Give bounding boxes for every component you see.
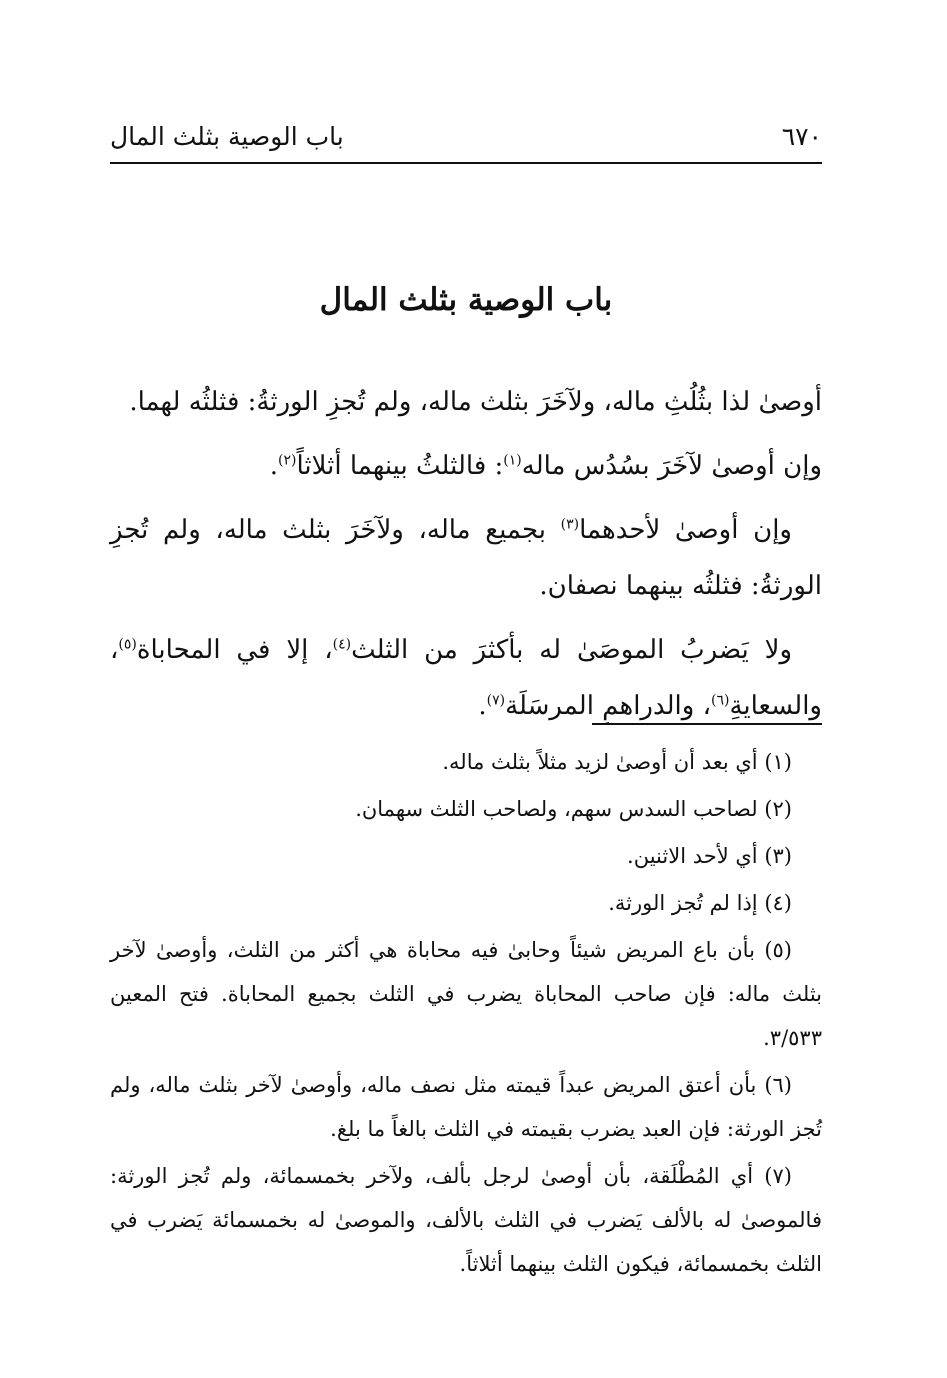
footnote-ref: (١) [503, 452, 522, 469]
footnote-ref: (٦) [710, 692, 730, 709]
footnote-ref: (٣) [560, 516, 580, 533]
footnotes [110, 740, 822, 1289]
footnote-6: (٦) بأن أعتق المريض عبداً قيمته مثل نصف ماله، وأوصىٰ لآخر بثلث ماله، ولم تُجز الورثة: فإن العبد يضرب بقيمته في الثلث بالغاً ما بلغ. [110, 1073, 822, 1141]
paragraph-3-end: بجميع ماله، ولآخَرَ بثلث ماله، ولم تُجزِ الورثةُ: فثلثُه بينهما نصفان. [110, 515, 822, 601]
paragraph-4-text: ولا يَضربُ الموصَىٰ له بأكثرَ من الثلث [351, 635, 793, 665]
paragraph-4-mid: ، إلا في المحاباة [136, 635, 333, 665]
running-header [110, 118, 822, 164]
paragraph-3-text: وإن أوصىٰ لأحدهما [579, 515, 792, 545]
footnote-5: (٥) بأن باع المريض شيئاً وحابىٰ فيه محاباة هي أكثر من الثلث، وأوصىٰ لآخر بثلث ماله: فإن صاحب المحاباة يضرب في الثلث بجميع المحاباة. فتح المعين ٣/٥٣٣. [110, 938, 822, 1050]
paragraph-2 [110, 438, 822, 494]
footnote-2: (٢) لصاحب السدس سهم، ولصاحب الثلث سهمان. [355, 797, 792, 821]
chapter-title: باب الوصية بثلث المال [319, 282, 613, 318]
footnote-1: (١) أي بعد أن أوصىٰ لزيد مثلاً بثلث ماله. [442, 750, 792, 774]
footnote-7: (٧) أي المُطْلَقة، بأن أوصىٰ لرجل بألف، ولآخر بخمسمائة، ولم تُجز الورثة: فالموصىٰ له بالألف يَضرب في الثلث بالألف، والموصىٰ له بخمسمائة يَضرب في الثلث بخمسمائة، فيكون الثلث بينهما أثلاثاً. [110, 1164, 822, 1276]
paragraph-2-text: وإن أوصىٰ لآخَرَ بسُدُس ماله [521, 451, 822, 481]
footnote-ref: (٧) [486, 692, 506, 709]
footnote-ref: (٥) [118, 636, 137, 653]
footnote-separator [592, 723, 822, 725]
page-number: ٦٧٠ [781, 122, 822, 151]
paragraph-2-mid: : فالثلثُ بينهما أثلاثاً [296, 451, 504, 481]
paragraph-4-mid: ، والسعايةِ [110, 635, 822, 721]
footnote-ref: (٤) [332, 636, 352, 653]
paragraph-4-mid: ، والدراهمِ المرسَلَة [505, 691, 711, 721]
paragraph-4 [110, 622, 822, 734]
main-text [110, 374, 822, 742]
paragraph-3 [110, 502, 822, 614]
footnote-4: (٤) إذا لم تُجز الورثة. [608, 891, 792, 915]
paragraph-2-end: . [269, 451, 279, 481]
paragraph-4-end: . [478, 691, 487, 721]
running-header-title: باب الوصية بثلث المال [110, 122, 344, 151]
footnote-ref: (٢) [278, 452, 297, 469]
footnote-3: (٣) أي لأحد الاثنين. [627, 844, 792, 868]
paragraph-1: أوصىٰ لذا بثُلُثِ ماله، ولآخَرَ بثلث ماله، ولم تُجزِ الورثةُ: فثلثُه لهما. [129, 387, 822, 417]
